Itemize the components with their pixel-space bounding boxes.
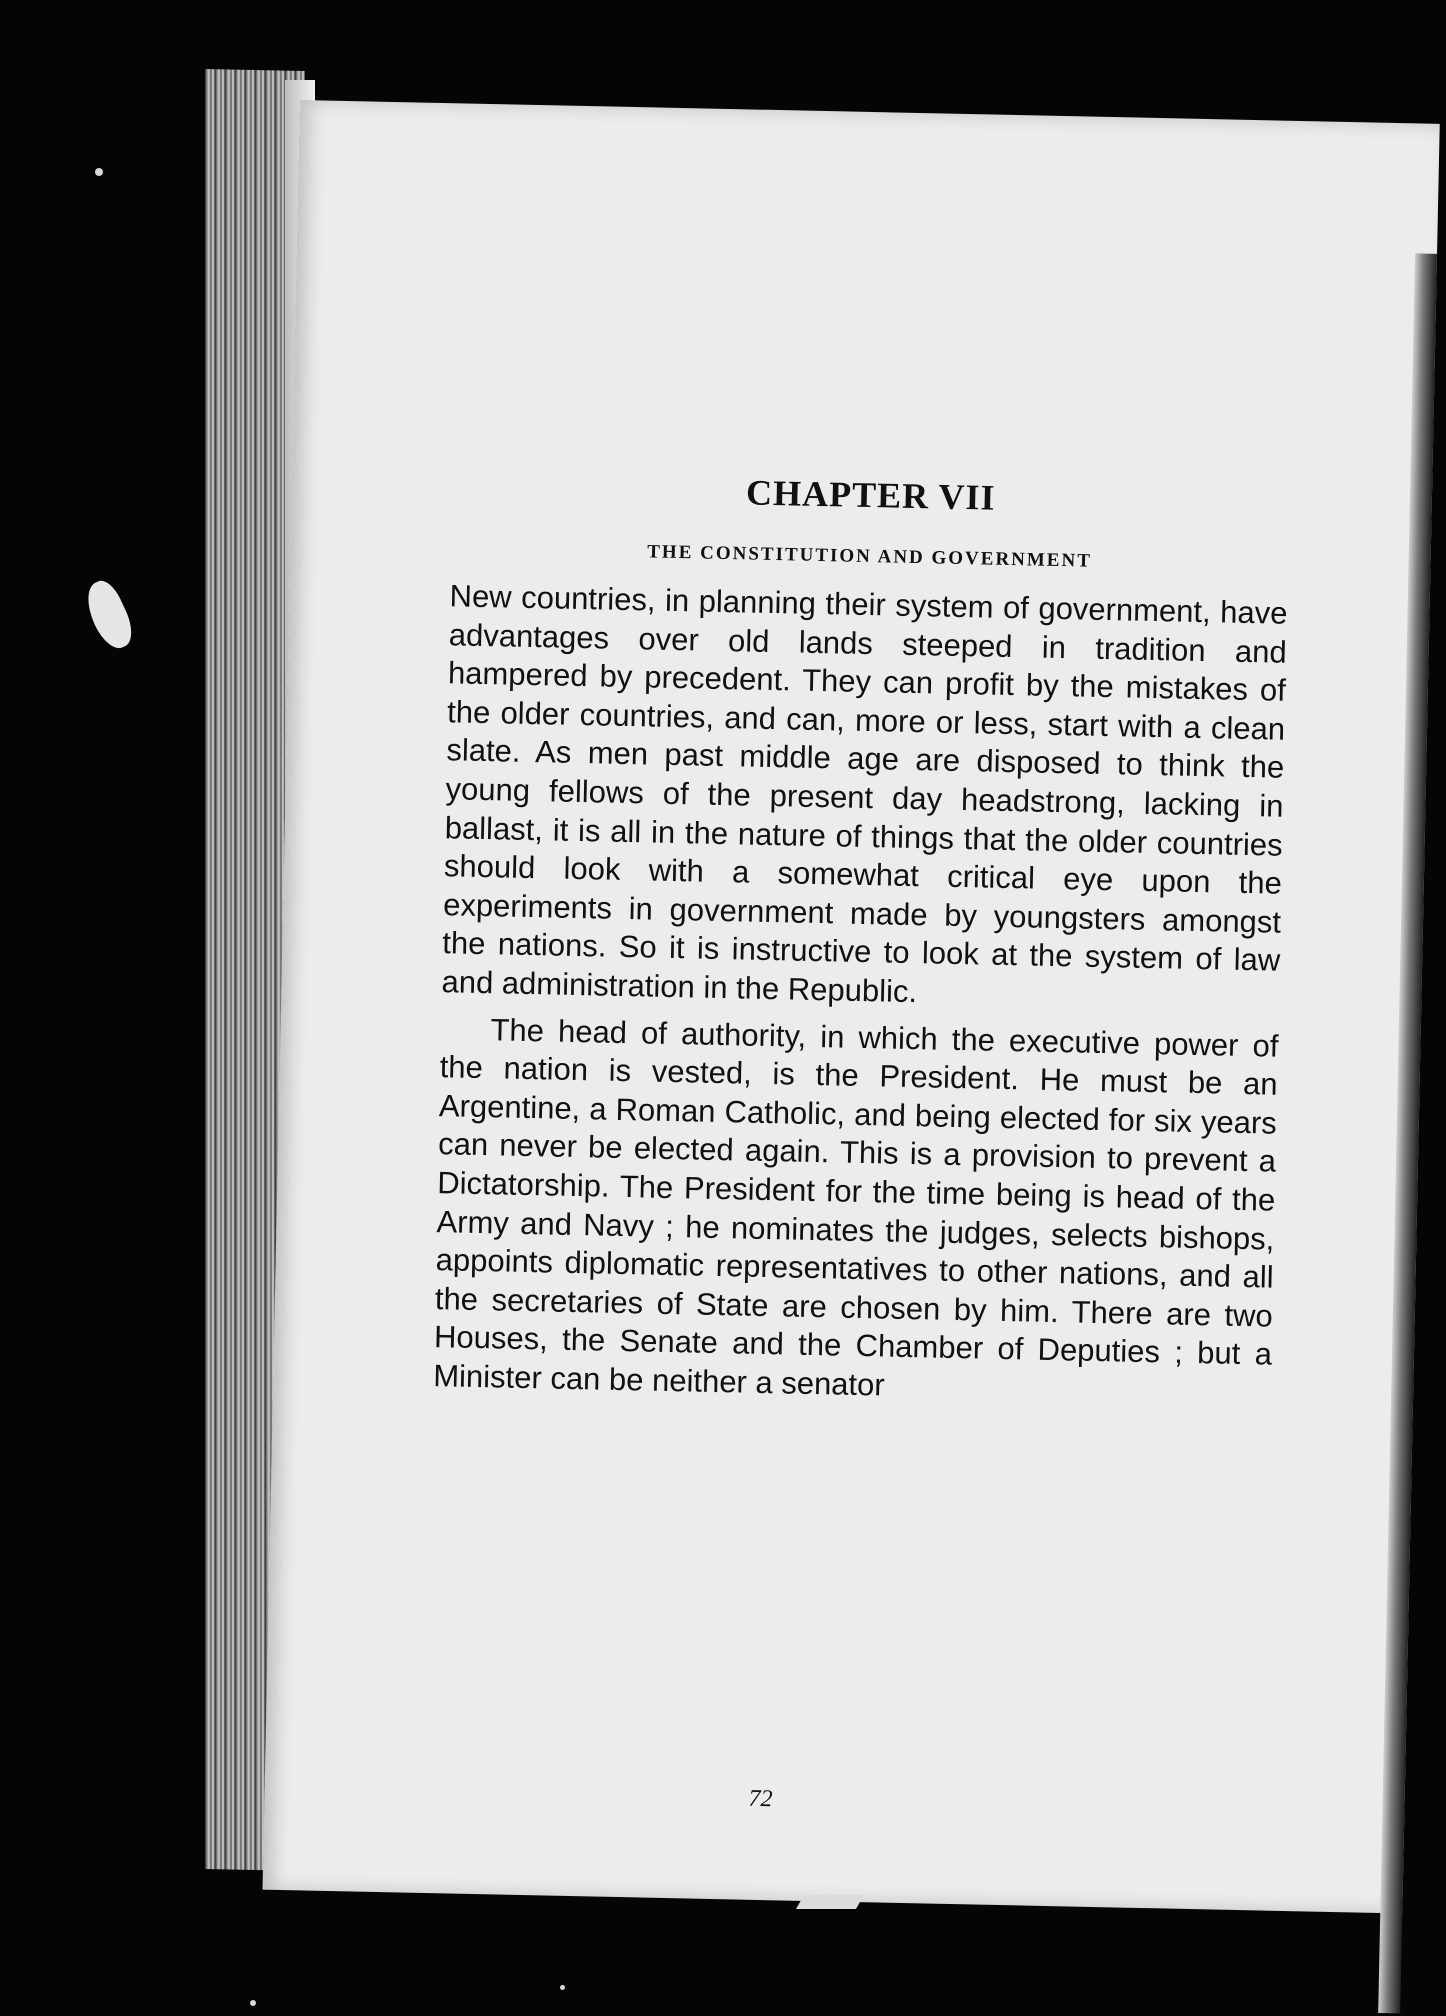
scan-artifact-speck: [250, 2000, 256, 2006]
scan-artifact-shard: [79, 576, 139, 654]
chapter-title: CHAPTER VII: [745, 472, 996, 518]
book-right-edge: [1378, 253, 1437, 2013]
book-page: [263, 100, 1440, 1913]
page-number: 72: [748, 1785, 773, 1813]
text-block: [433, 465, 1290, 1413]
scan-artifact-speck: [95, 168, 103, 176]
body-paragraph-1: New countries, in planning their system of government, have advantages over old lands steeped in tradition and hampered by precedent. They can profit by the mistakes of the older countries, and can, more or less, start with a clean slate. As men past middle age are disposed to think the young fellows of the present day headstrong, lacking in ballast, it is all in the nature of things that the older countries should look with a somewhat critical eye upon the experiments in government made by youngsters amongst the nations. So it is instructive to look at the system of law and administration in the Republic.: [441, 578, 1288, 1010]
scan-artifact-speck: [560, 1985, 565, 1990]
chapter-subtitle: THE CONSTITUTION AND GOVERNMENT: [647, 541, 1093, 572]
body-paragraph-2: The head of authority, in which the executive power of the nation is vested, is the President. He must be an Argentine, a Roman Catholic, and being elected for six years can never be elected again. This is a provision to prevent a Dictatorship. The President for the time being is head of the Army and Navy ; he nominates the judges, selects bishops, appoints diplomatic representatives to other nations, and all the secretaries of State are chosen by him. There are two Houses, the Senate and the Chamber of Deputies ; but a Minister can be neither a senator: [432, 1011, 1279, 1403]
scan-artifact-mark: [796, 1895, 864, 1909]
